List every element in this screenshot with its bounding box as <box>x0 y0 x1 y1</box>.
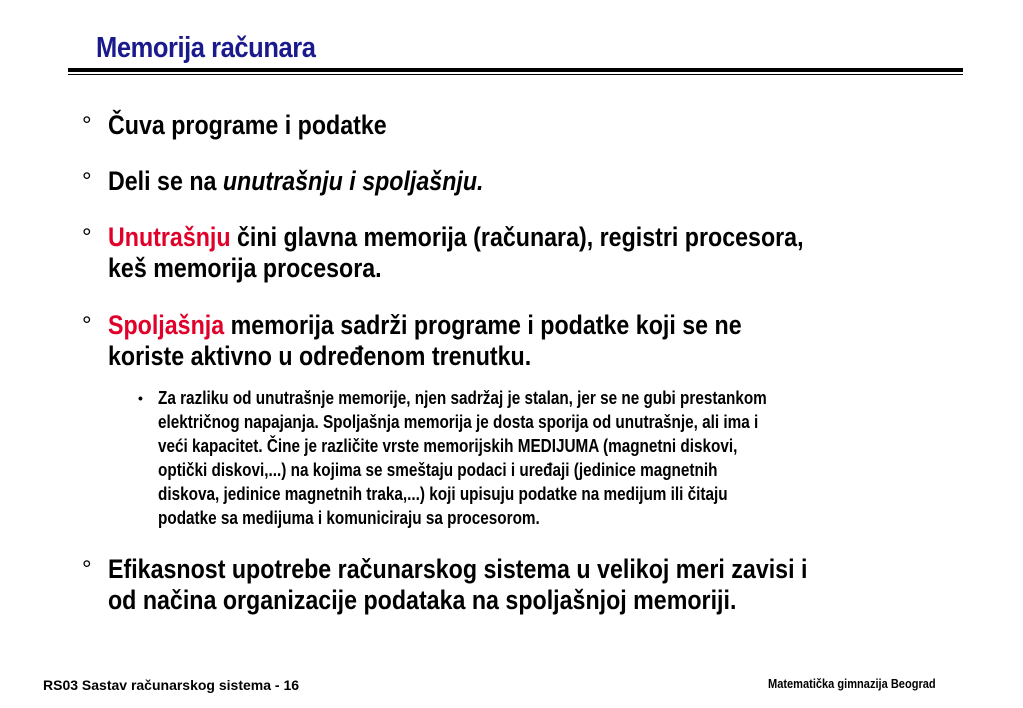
bullet-2 <box>82 166 962 197</box>
title-underline <box>68 68 963 72</box>
sub-bullet-line: optički diskovi,...) na kojima se smeštaju podaci i uređaji (jedinice magnetnih <box>158 460 718 480</box>
slide-title: Memorija računara <box>96 32 316 64</box>
bullet-4 <box>82 310 962 372</box>
bullet-3 <box>82 222 962 284</box>
sub-bullet-line: električnog napajanja. Spoljašnja memorija je dosta sporija od unutrašnje, ali ima i <box>158 412 759 432</box>
bullet-5-line1: Efikasnost upotrebe računarskog sistema u velikoj meri zavisi i <box>108 554 808 584</box>
bullet-1 <box>82 110 962 141</box>
bullet-3-highlight: Unutrašnju <box>108 222 231 252</box>
title-underline-thin <box>68 74 963 75</box>
bullet-4-line2: koriste aktivno u određenom trenutku. <box>108 341 532 371</box>
bullet-marker: ° <box>82 168 92 195</box>
footer-school-name: Matematička gimnazija Beograd <box>768 676 936 691</box>
bullet-marker: ° <box>82 312 92 339</box>
bullet-1-text: Čuva programe i podatke <box>108 110 387 140</box>
bullet-marker: ° <box>82 112 92 139</box>
bullet-2-lead: Deli se na <box>108 166 223 196</box>
bullet-2-emphasis: unutrašnju i spoljašnju. <box>222 166 484 196</box>
bullet-3-line2: keš memorija procesora. <box>108 253 382 283</box>
sub-bullet-line: veći kapacitet. Čine je različite vrste memorijskih MEDIJUMA (magnetni diskovi, <box>158 436 738 456</box>
sub-bullet-line: podatke sa medijuma i komuniciraju sa procesorom. <box>158 508 540 528</box>
bullet-4-text <box>108 310 968 372</box>
bullet-5 <box>82 554 962 616</box>
sub-bullet-marker: • <box>138 390 143 406</box>
bullet-5-line2: od načina organizacije podataka na spoljašnjoj memoriji. <box>108 585 737 615</box>
bullet-5-text <box>108 554 968 616</box>
bullet-2-text <box>108 166 968 197</box>
bullet-4-highlight: Spoljašnja <box>108 310 225 340</box>
bullet-marker: ° <box>82 224 92 251</box>
sub-bullet <box>138 386 938 530</box>
sub-bullet-line: diskova, jedinice magnetnih traka,...) koji upisuju podatke na medijum ili čitaju <box>158 484 728 504</box>
bullet-3-line1: čini glavna memorija (računara), registri procesora, <box>230 222 804 252</box>
bullet-3-text <box>108 222 968 284</box>
sub-bullet-text <box>158 386 906 530</box>
sub-bullet-line: Za razliku od unutrašnje memorije, njen sadržaj je stalan, jer se ne gubi prestankom <box>158 388 767 408</box>
bullet-4-line1: memorija sadrži programe i podatke koji se ne <box>224 310 742 340</box>
bullet-marker: ° <box>82 556 92 583</box>
footer-slide-label: RS03 Sastav računarskog sistema - 16 <box>43 677 300 693</box>
